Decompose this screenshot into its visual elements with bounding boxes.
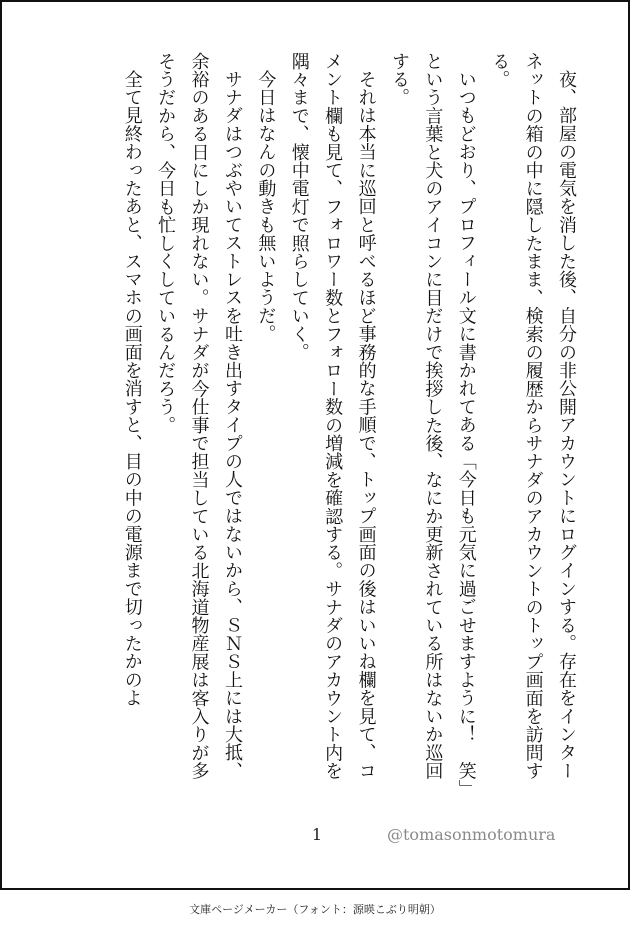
author-handle: @tomasonmotomura [387, 825, 556, 844]
footer-caption: 文庫ページメーカー（フォント：源暎こぶり明朝） [189, 903, 441, 916]
paragraph-4: 今日はなんの動きも無いようだ。 [255, 70, 277, 343]
vertical-text-body [115, 52, 583, 792]
paragraph-6: 全て見終わったあと、スマホの画面を消すと、目の中の電源まで切ったかのよ [121, 70, 143, 707]
paragraph-3: それは本当に巡回と呼べるほど事務的な手順で、トップ画面の後はいいね欄を見て、コメント欄も見て、フォロワー数とフォロー数の増減を確認する。サナダのアカウント内を隅々まで、懐中電灯で照らしていく。 [288, 52, 377, 780]
page-number: 1 [311, 825, 323, 844]
paragraph-5: サナダはつぶやいてストレスを吐き出すタイプの人ではないから、ＳＮＳ上には大抵、余裕のある日にしか現れない。サナダが今仕事で担当している北海道物産展は客入りが多そうだから、今日も忙しくしているんだろう。 [155, 52, 243, 780]
paragraph-2: いつもどおり、プロフィール文に書かれてある「今日も元気に過ごせますように！ 笑」という言葉と犬のアイコンに目だけで挨拶した後、なにか更新されている所はないか巡回する。 [388, 52, 477, 789]
paragraph-1: 夜、部屋の電気を消した後、自分の非公開アカウントにログインする。存在をインターネットの箱の中に隠したまま、検索の履歴からサナダのアカウントのトップ画面を訪問する。 [489, 52, 577, 780]
